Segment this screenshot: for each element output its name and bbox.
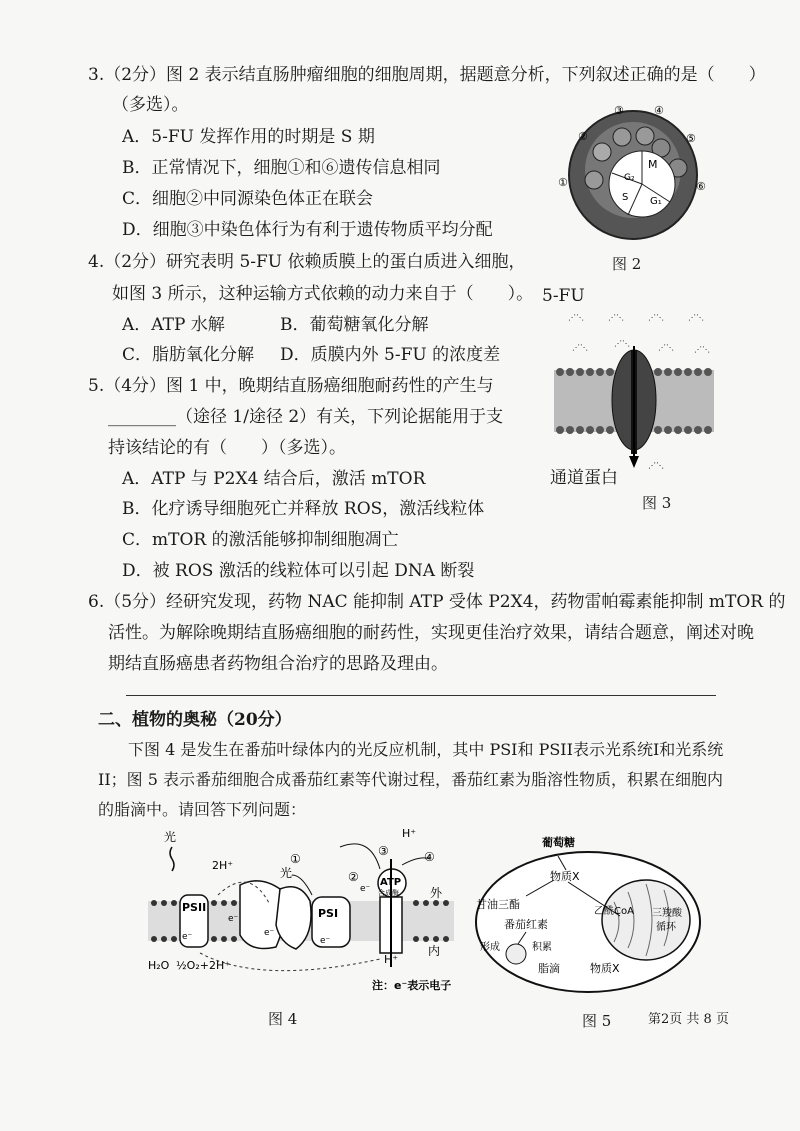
q3-option-b: B．正常情况下，细胞①和⑥遗传信息相同 bbox=[122, 158, 441, 178]
figure-3 bbox=[548, 306, 720, 476]
section-2-title: 二、植物的奥秘（20分） bbox=[98, 710, 292, 730]
figure-4 bbox=[140, 825, 470, 1000]
accumulate-label: 积累 bbox=[532, 942, 552, 953]
figure-2 bbox=[558, 100, 708, 250]
marker-4: ④ bbox=[424, 850, 435, 864]
psii-label: PSII bbox=[182, 901, 207, 914]
svg-text:⋰⋱: ⋰⋱ bbox=[694, 345, 710, 354]
tca-label-2: 循环 bbox=[656, 922, 676, 933]
section-divider bbox=[126, 695, 716, 696]
q4-option-d: D．质膜内外 5-FU 的浓度差 bbox=[280, 345, 501, 365]
electron-2: e⁻ bbox=[228, 914, 239, 924]
q5-stem-3: 持该结论的有（ ）（多选）。 bbox=[108, 438, 346, 458]
q6-line-1: 6.（5分）经研究发现，药物 NAC 能抑制 ATP 受体 P2X4，药物雷帕霉素能抑制 mTOR 的 bbox=[88, 592, 786, 612]
atp-enzyme-label: 合成酶 bbox=[378, 889, 399, 897]
marker-3: ③ bbox=[378, 844, 389, 858]
outside-label: 外 bbox=[430, 886, 443, 900]
q3-note: （多选）。 bbox=[112, 95, 189, 115]
cell-4: ④ bbox=[654, 104, 664, 117]
svg-text:⋰⋱: ⋰⋱ bbox=[614, 339, 630, 348]
figure-2-caption: 图 2 bbox=[612, 255, 642, 273]
q5-stem-2: ________（途径 1/途径 2）有关，下列论据能用于支 bbox=[108, 407, 504, 427]
light-label: 光 bbox=[164, 830, 177, 844]
substance-x-label: 物质X bbox=[550, 870, 580, 883]
section-2-intro-2: II；图 5 表示番茄细胞合成番茄红素等代谢过程，番茄红素为脂溶性物质，积累在细胞内 bbox=[98, 770, 723, 789]
svg-text:⋰⋱: ⋰⋱ bbox=[648, 461, 664, 470]
atp-label: ATP bbox=[380, 877, 402, 888]
q6-line-2: 活性。为解除晚期结直肠癌细胞的耐药性，实现更佳治疗效果，请结合题意，阐述对晚 bbox=[108, 623, 754, 643]
q4-stem-1: 4.（2分）研究表明 5-FU 依赖质膜上的蛋白质进入细胞， bbox=[88, 252, 526, 272]
marker-2: ② bbox=[348, 870, 359, 884]
section-2-intro-1: 下图 4 是发生在番茄叶绿体内的光反应机制，其中 PSI和 PSII表示光系统I和光系统 bbox=[128, 740, 724, 759]
psi-label: PSI bbox=[318, 907, 339, 920]
substance-x-label-2: 物质X bbox=[590, 962, 620, 975]
channel-protein-label: 通道蛋白 bbox=[550, 468, 618, 488]
figure-4-caption: 图 4 bbox=[268, 1010, 298, 1028]
q4-option-a: A．ATP 水解 bbox=[122, 315, 225, 335]
h-top-label: H⁺ bbox=[402, 827, 417, 840]
cell-1: ① bbox=[558, 176, 568, 189]
svg-text:⋰⋱: ⋰⋱ bbox=[688, 313, 704, 322]
electron-1: e⁻ bbox=[182, 932, 193, 942]
phase-m: M bbox=[648, 158, 658, 171]
q3-option-c: C．细胞②中同源染色体正在联会 bbox=[122, 189, 374, 209]
cell-5: ⑤ bbox=[686, 132, 696, 145]
h-bottom-label: H⁺ bbox=[384, 953, 399, 966]
lycopene-label: 番茄红素 bbox=[504, 918, 548, 931]
electron-4: e⁻ bbox=[320, 936, 331, 946]
inside-label: 内 bbox=[428, 944, 441, 958]
cell-3: ③ bbox=[614, 104, 624, 117]
acetyl-coa-label: 乙酰CoA bbox=[594, 906, 634, 917]
figure-3-drug-label: 5-FU bbox=[542, 286, 585, 306]
cell-6: ⑥ bbox=[696, 180, 706, 193]
q4-option-c: C．脂肪氧化分解 bbox=[122, 345, 255, 365]
section-2-intro-3: 的脂滴中。请回答下列问题： bbox=[98, 800, 307, 819]
q3-option-d: D．细胞③中染色体行为有利于遗传物质平均分配 bbox=[122, 220, 493, 240]
q3-stem: 3.（2分）图 2 表示结直肠肿瘤细胞的细胞周期，据题意分析，下列叙述正确的是（ ） bbox=[88, 65, 766, 85]
tca-label-1: 三羧酸 bbox=[652, 908, 682, 919]
q6-line-3: 期结直肠癌患者药物组合治疗的思路及理由。 bbox=[108, 654, 448, 674]
page-footer: 第2页 共 8 页 bbox=[648, 1012, 729, 1027]
figure-5 bbox=[470, 832, 710, 1000]
figure-4-note: 注：e⁻表示电子 bbox=[372, 979, 452, 992]
two-h-label: 2H⁺ bbox=[212, 859, 234, 872]
svg-text:⋰⋱: ⋰⋱ bbox=[572, 343, 588, 352]
svg-text:⋰⋱: ⋰⋱ bbox=[658, 343, 674, 352]
phase-s: S bbox=[622, 192, 629, 203]
water-products-label: ½O₂+2H⁺ bbox=[176, 959, 231, 972]
svg-text:⋰⋱: ⋰⋱ bbox=[608, 313, 624, 322]
phase-g2: G₂ bbox=[624, 173, 635, 183]
q5-option-b: B．化疗诱导细胞死亡并释放 ROS，激活线粒体 bbox=[122, 499, 485, 519]
q5-option-a: A．ATP 与 P2X4 结合后，激活 mTOR bbox=[122, 469, 426, 489]
figure-5-caption: 图 5 bbox=[582, 1012, 612, 1030]
triglyceride-label: 甘油三酯 bbox=[476, 898, 520, 911]
form-label: 形成 bbox=[480, 942, 500, 953]
electron-5: e⁻ bbox=[360, 884, 371, 894]
water-label: H₂O bbox=[148, 959, 170, 972]
q3-option-a: A．5-FU 发挥作用的时期是 S 期 bbox=[122, 127, 375, 147]
electron-3: e⁻ bbox=[264, 928, 275, 938]
q5-stem-1: 5.（4分）图 1 中，晚期结直肠癌细胞耐药性的产生与 bbox=[88, 376, 494, 396]
phase-g1: G₁ bbox=[650, 196, 662, 207]
glucose-label: 葡萄糖 bbox=[542, 836, 575, 849]
q5-option-c: C．mTOR 的激活能够抑制细胞凋亡 bbox=[122, 530, 399, 550]
marker-1: ① bbox=[290, 852, 301, 866]
light-label-2: 光 bbox=[280, 866, 293, 880]
figure-3-caption: 图 3 bbox=[642, 494, 672, 512]
cell-2: ② bbox=[578, 130, 588, 143]
svg-text:⋰⋱: ⋰⋱ bbox=[648, 313, 664, 322]
q4-option-b: B．葡萄糖氧化分解 bbox=[280, 315, 429, 335]
droplet-label: 脂滴 bbox=[538, 962, 560, 975]
svg-text:⋰⋱: ⋰⋱ bbox=[568, 313, 584, 322]
q4-stem-2: 如图 3 所示，这种运输方式依赖的动力来自于（ ）。 bbox=[112, 284, 534, 304]
q5-option-d: D．被 ROS 激活的线粒体可以引起 DNA 断裂 bbox=[122, 561, 475, 581]
